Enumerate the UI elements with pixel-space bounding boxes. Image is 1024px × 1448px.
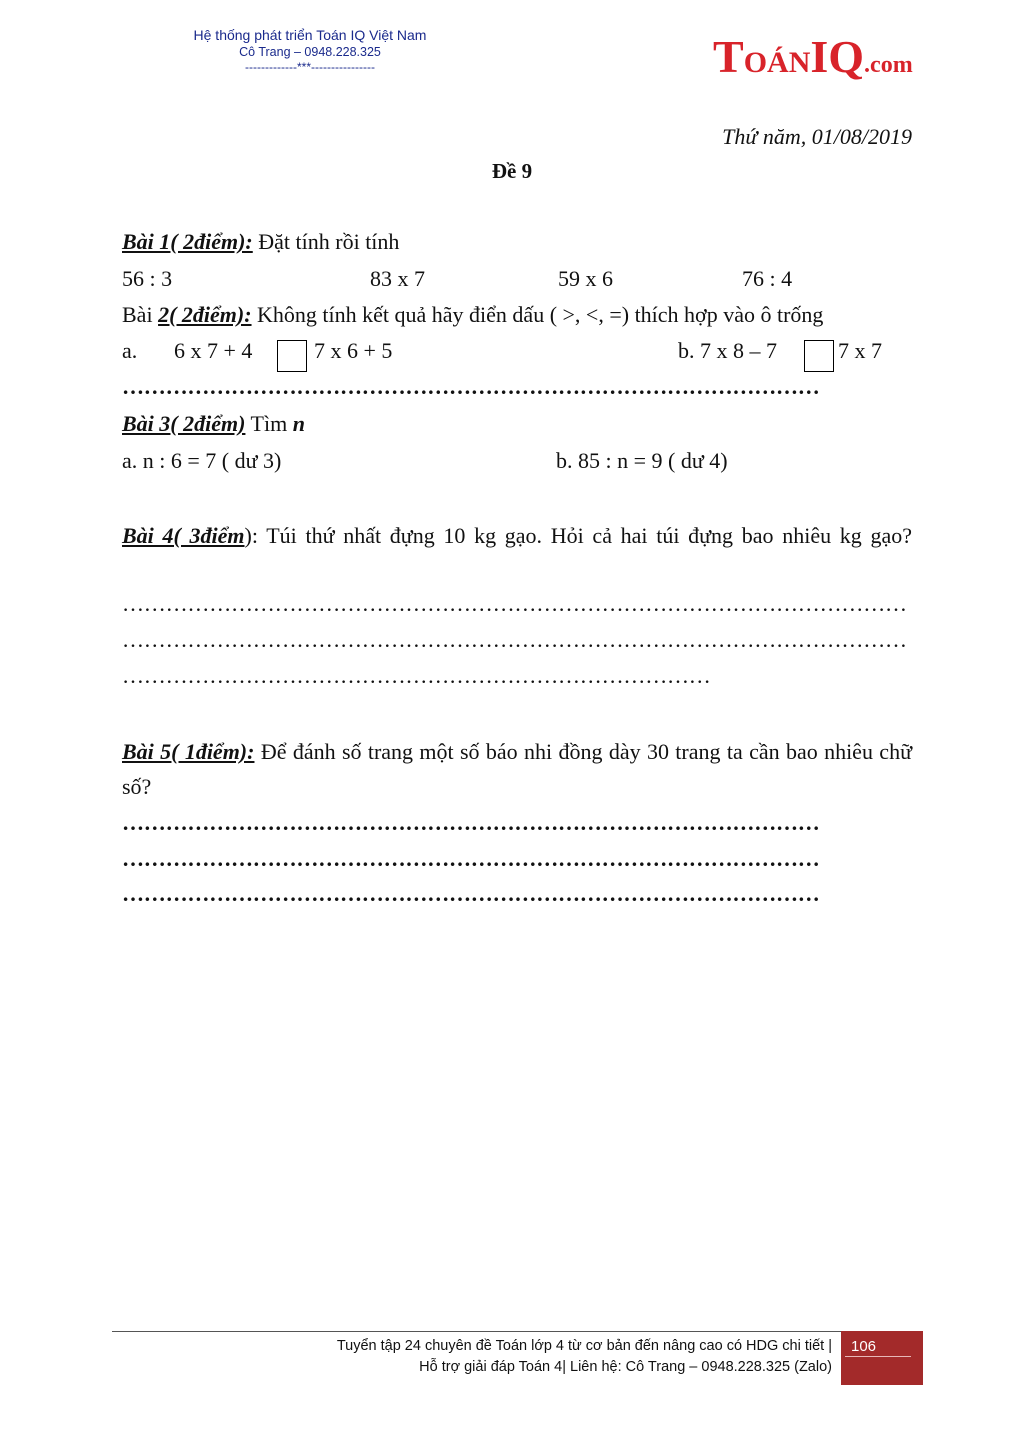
header-contact: Cô Trang – 0948.228.325 [239, 45, 381, 59]
logo-com: .com [864, 52, 913, 78]
bai1-item: 56 : 3 [122, 266, 173, 291]
header-org-name: Hệ thống phát triển Toán IQ Việt Nam [193, 27, 427, 43]
answer-box-b[interactable] [804, 340, 834, 372]
bai2-a-label: a. [122, 338, 138, 363]
bai1-heading [122, 229, 399, 255]
bai1-item: 83 x 7 [370, 266, 425, 291]
bai3-text: Tìm [245, 411, 293, 436]
bai2-prefix: Bài [122, 302, 159, 327]
date-line: Thứ năm, 01/08/2019 [722, 124, 912, 149]
bai3-heading [122, 411, 305, 437]
answer-dots: ……………………………………………………………………… [122, 663, 711, 688]
bai2-text: Không tính kết quả hãy điển dấu ( >, <, =) thích hợp vào ô trống [251, 302, 824, 327]
header-divider: -------------***---------------- [245, 60, 375, 74]
logo-t: T [713, 31, 744, 82]
answer-dots: …………………………………………………………………………………… [122, 881, 820, 906]
bai3-a: a. n : 6 = 7 ( dư 3) [122, 448, 282, 473]
answer-dots: …………………………………………………………………………………… [122, 810, 820, 835]
logo-oan: OÁN [743, 46, 811, 79]
page-number-rule [845, 1356, 911, 1357]
footer-rule [112, 1331, 922, 1332]
bai1-text: Đặt tính rồi tính [252, 229, 400, 254]
bai3-label: Bài 3( 2điểm) [122, 411, 246, 436]
bai1-label: Bài 1( 2điểm): [122, 229, 253, 254]
page-number: 106 [851, 1338, 877, 1355]
bai2-b-left: b. 7 x 8 – 7 [678, 338, 777, 363]
bai2-b-right: 7 x 7 [838, 338, 882, 363]
bai1-item: 76 : 4 [742, 266, 793, 291]
bai1-item: 59 x 6 [558, 266, 613, 291]
bai4-paragraph [122, 518, 912, 553]
footer-line2: Hỗ trợ giải đáp Toán 4| Liên hệ: Cô Trang – 0948.228.325 (Zalo) [419, 1359, 832, 1375]
bai2-label: 2( 2điểm): [158, 302, 252, 327]
bai5-text: Để đánh số trang một số báo nhi đồng dày 30 trang ta cần bao nhiêu chữ số? [122, 739, 912, 799]
bai3-b: b. 85 : n = 9 ( dư 4) [556, 448, 728, 473]
toaniq-logo [713, 30, 913, 83]
bai5-paragraph [122, 734, 912, 804]
answer-dots: …………………………………………………………………………………… [122, 374, 820, 399]
bai2-heading [122, 302, 823, 328]
answer-box-a[interactable] [277, 340, 307, 372]
bai4-text: ): Túi thứ nhất đựng 10 kg gạo. Hỏi cả hai túi đựng bao nhiêu kg gạo? [244, 523, 913, 548]
bai4-label: Bài 4( 3điểm [122, 523, 245, 548]
footer-line1: Tuyển tập 24 chuyên đề Toán lớp 4 từ cơ bản đến nâng cao có HDG chi tiết | [336, 1338, 832, 1354]
answer-dots: ……………………………………………………………………………………………… [122, 591, 907, 616]
bai2-a-left: 6 x 7 + 4 [174, 338, 253, 363]
answer-dots: …………………………………………………………………………………… [122, 846, 820, 871]
answer-dots: ……………………………………………………………………………………………… [122, 627, 907, 652]
page-title: Đề 9 [491, 159, 533, 183]
bai3-var: n [292, 411, 305, 436]
logo-iq: IQ [810, 31, 865, 82]
bai5-label: Bài 5( 1điểm): [122, 739, 255, 764]
bai2-a-right: 7 x 6 + 5 [314, 338, 393, 363]
